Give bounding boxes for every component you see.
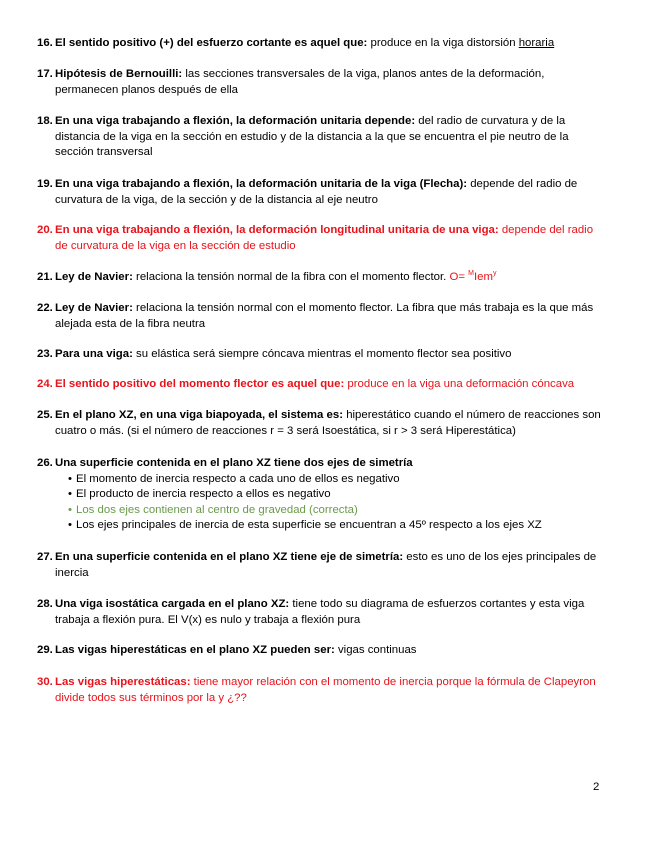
item-19 — [37, 177, 602, 208]
item-text — [55, 67, 602, 98]
item-27 — [37, 550, 602, 581]
item-number: 21. — [37, 271, 53, 283]
item-text — [55, 377, 602, 393]
item-text — [55, 36, 602, 52]
option-item-correct: • Los dos ejes contienen al centro de gravedad (correcta) — [68, 503, 602, 519]
item-answer: las secciones transversales de la viga, planos antes de la deformación, permanecen planos después de ella — [55, 68, 545, 96]
item-question: Las vigas hiperestáticas en el plano XZ pueden ser: — [55, 644, 335, 656]
item-text — [55, 223, 602, 254]
item-question: En el plano XZ, en una viga biapoyada, el sistema es: — [55, 409, 344, 421]
item-number: 25. — [37, 409, 53, 421]
option-item: • El momento de inercia respecto a cada uno de ellos es negativo — [68, 472, 602, 488]
item-number: 24. — [37, 378, 53, 390]
item-text — [55, 177, 602, 208]
item-text — [55, 301, 602, 332]
item-answer: depende del radio de curvatura de la viga en la sección de estudio — [55, 224, 594, 252]
item-24 — [37, 377, 602, 393]
item-answer-underlined: horaria — [518, 37, 555, 49]
item-question: En una viga trabajando a flexión, la deformación unitaria de la viga (Flecha): — [55, 178, 468, 190]
item-question: Una superficie contenida en el plano XZ tiene dos ejes de simetría — [55, 457, 413, 469]
item-text — [55, 597, 602, 628]
item-answer: del radio de curvatura y de la distancia de la viga en la sección en estudio y de la distancia a la que se encuentra el pie neutro de la sección transversal — [55, 115, 569, 159]
item-text — [55, 114, 602, 161]
item-question: Hipótesis de Bernouilli: — [55, 68, 183, 80]
item-answer: produce en la viga distorsión — [367, 37, 519, 49]
page-number: 2 — [593, 781, 600, 793]
item-answer: produce en la viga una deformación cóncava — [344, 378, 575, 390]
item-answer: esto es uno de los ejes principales de inercia — [55, 551, 597, 579]
item-answer: su elástica será siempre cóncava mientras el momento flector sea positivo — [132, 348, 512, 360]
item-22 — [37, 301, 602, 332]
item-text — [55, 270, 602, 286]
item-question: Ley de Navier: — [55, 302, 133, 314]
item-30 — [37, 675, 602, 706]
item-20 — [37, 223, 602, 254]
item-text — [55, 347, 602, 363]
item-question: Ley de Navier: — [55, 271, 133, 283]
item-question: En una viga trabajando a flexión, la deformación unitaria depende: — [55, 115, 416, 127]
item-question: En una superficie contenida en el plano XZ tiene eje de simetría: — [55, 551, 404, 563]
item-answer: relaciona la tensión normal de la fibra con el momento flector. — [132, 271, 450, 283]
item-18 — [37, 114, 602, 161]
item-number: 20. — [37, 224, 53, 236]
item-28 — [37, 597, 602, 628]
navier-formula: O= $^M$Iem$^y$ — [449, 270, 497, 283]
item-question: El sentido positivo (+) del esfuerzo cortante es aquel que: — [55, 37, 368, 49]
option-item: • Los ejes principales de inercia de esta superficie se encuentran a 45º respecto a los ejes XZ — [68, 518, 602, 534]
item-number: 29. — [37, 644, 53, 656]
item-answer: tiene todo su diagrama de esfuerzos cortantes y esta viga trabaja a flexión pura. El V(x) es nulo y trabaja a flexión pura — [55, 598, 585, 626]
item-question: Para una viga: — [55, 348, 133, 360]
item-number: 22. — [37, 302, 53, 314]
item-text — [55, 675, 602, 706]
item-17 — [37, 67, 602, 98]
item-text — [55, 643, 602, 659]
item-question: Una viga isostática cargada en el plano XZ: — [55, 598, 290, 610]
item-question: El sentido positivo del momento flector es aquel que: — [55, 378, 345, 390]
item-answer: vigas continuas — [334, 644, 417, 656]
item-26 — [37, 456, 602, 534]
item-number: 16. — [37, 37, 53, 49]
item-23 — [37, 347, 602, 363]
item-answer: relaciona la tensión normal con el momento flector. La fibra que más trabaja es la que más alejada esta de la fibra neutra — [55, 302, 594, 330]
item-number: 23. — [37, 348, 53, 360]
item-question: En una viga trabajando a flexión, la deformación longitudinal unitaria de una viga: — [55, 224, 499, 236]
item-answer: tiene mayor relación con el momento de inercia porque la fórmula de Clapeyron divide todos sus términos por la y ¿?? — [55, 676, 596, 704]
item-text — [55, 408, 602, 439]
item-number: 17. — [37, 68, 53, 80]
item-number: 28. — [37, 598, 53, 610]
item-number: 30. — [37, 676, 53, 688]
item-question: Las vigas hiperestáticas: — [55, 676, 191, 688]
item-number: 18. — [37, 115, 53, 127]
item-number: 27. — [37, 551, 53, 563]
item-answer: hiperestático cuando el número de reacciones son cuatro o más. (si el número de reacciones r = 3 será Isoestática, si r > 3 será Hiperestática) — [55, 409, 601, 437]
item-text — [55, 550, 602, 581]
item-29 — [37, 643, 602, 659]
item-number: 26. — [37, 457, 53, 469]
item-answer: depende del radio de curvatura de la viga, de la sección y de la distancia al eje neutro — [55, 178, 578, 206]
item-number: 19. — [37, 178, 53, 190]
item-16 — [37, 36, 602, 52]
option-item: • El producto de inercia respecto a ellos es negativo — [68, 487, 602, 503]
options-list — [37, 472, 602, 534]
item-25 — [37, 408, 602, 439]
item-text — [55, 456, 602, 472]
item-21 — [37, 270, 602, 286]
